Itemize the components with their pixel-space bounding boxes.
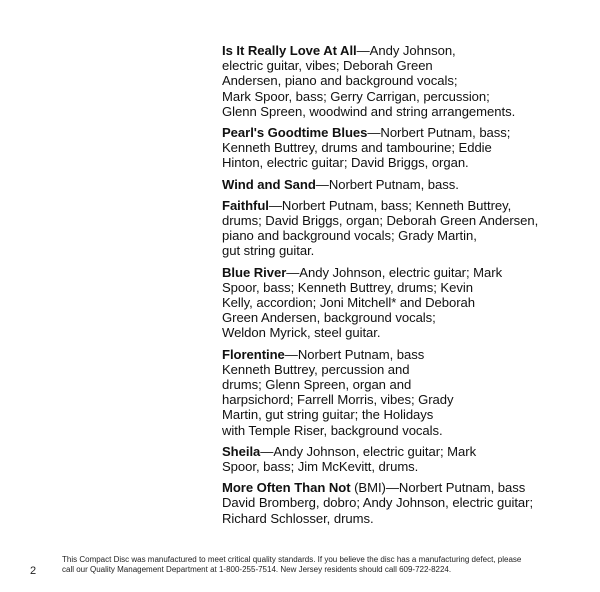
song-title: Blue River — [222, 264, 287, 280]
credit-text: gut string guitar. — [222, 243, 315, 259]
song-title: Is It Really Love At All — [222, 43, 357, 58]
credit-text: harpsichord; Farrell Morris, vibes; Grady — [222, 392, 454, 408]
credit-text: Kenneth Buttrey, percussion and — [222, 361, 410, 377]
credit-text: Richard Schlosser, drums. — [222, 510, 374, 526]
credit-text: —Norbert Putnam, bass. — [315, 176, 459, 192]
credit-text: Glenn Spreen, woodwind and string arrangements. — [222, 103, 516, 119]
credit-entry — [222, 198, 584, 259]
credit-text: (BMI)—Norbert Putnam, bass — [350, 480, 526, 496]
notice-line: call our Quality Management Department at 1-800-255-7514. New Jersey residents should call 609-722-8224. — [62, 565, 452, 574]
credit-text: Hinton, electric guitar; David Briggs, organ. — [222, 155, 469, 171]
credit-text: —Norbert Putnam, bass; — [367, 125, 511, 141]
song-title: Sheila — [222, 443, 261, 459]
song-title: More Often Than Not — [222, 480, 351, 496]
credit-entry — [222, 444, 584, 474]
page-number: 2 — [30, 565, 37, 577]
credit-text: Spoor, bass; Kenneth Buttrey, drums; Kevin — [222, 279, 473, 295]
credit-entry — [222, 177, 584, 192]
credit-text: Spoor, bass; Jim McKevitt, drums. — [222, 459, 419, 475]
credit-text: —Andy Johnson, electric guitar; Mark — [286, 264, 503, 280]
credit-text: Kelly, accordion; Joni Mitchell* and Deborah — [222, 295, 476, 311]
notice-line: This Compact Disc was manufactured to meet critical quality standards. If you believe the disc has a manufacturing defect, please — [62, 555, 522, 564]
song-title: Faithful — [222, 197, 269, 213]
credit-text: Mark Spoor, bass; Gerry Carrigan, percussion; — [222, 88, 490, 104]
credit-text: drums; Glenn Spreen, organ and — [222, 377, 412, 393]
credit-text: drums; David Briggs, organ; Deborah Green Andersen, — [222, 213, 539, 229]
credit-entry — [222, 347, 584, 438]
quality-notice — [62, 555, 582, 575]
credit-text: Martin, gut string guitar; the Holidays — [222, 407, 434, 423]
credit-text: —Andy Johnson, electric guitar; Mark — [260, 443, 477, 459]
credit-text: Weldon Myrick, steel guitar. — [222, 325, 381, 341]
credit-text: with Temple Riser, background vocals. — [222, 422, 443, 438]
credit-entry — [222, 125, 584, 171]
credit-text: Andersen, piano and background vocals; — [222, 73, 458, 89]
credit-entry — [222, 265, 584, 341]
credit-text: —Andy Johnson, — [356, 43, 456, 58]
credit-text: —Norbert Putnam, bass; Kenneth Buttrey, — [268, 197, 512, 213]
credit-text: David Bromberg, dobro; Andy Johnson, electric guitar; — [222, 495, 534, 511]
credit-text: —Norbert Putnam, bass — [284, 346, 425, 362]
credit-text: Green Andersen, background vocals; — [222, 310, 436, 326]
credits-list — [222, 43, 584, 532]
credit-entry — [222, 43, 584, 119]
song-title: Wind and Sand — [222, 176, 316, 192]
song-title: Florentine — [222, 346, 285, 362]
song-title: Pearl's Goodtime Blues — [222, 125, 368, 141]
credit-entry — [222, 480, 584, 526]
credit-text: piano and background vocals; Grady Martin, — [222, 228, 477, 244]
credit-text: electric guitar, vibes; Deborah Green — [222, 58, 433, 74]
credit-text: Kenneth Buttrey, drums and tambourine; Eddie — [222, 140, 492, 156]
